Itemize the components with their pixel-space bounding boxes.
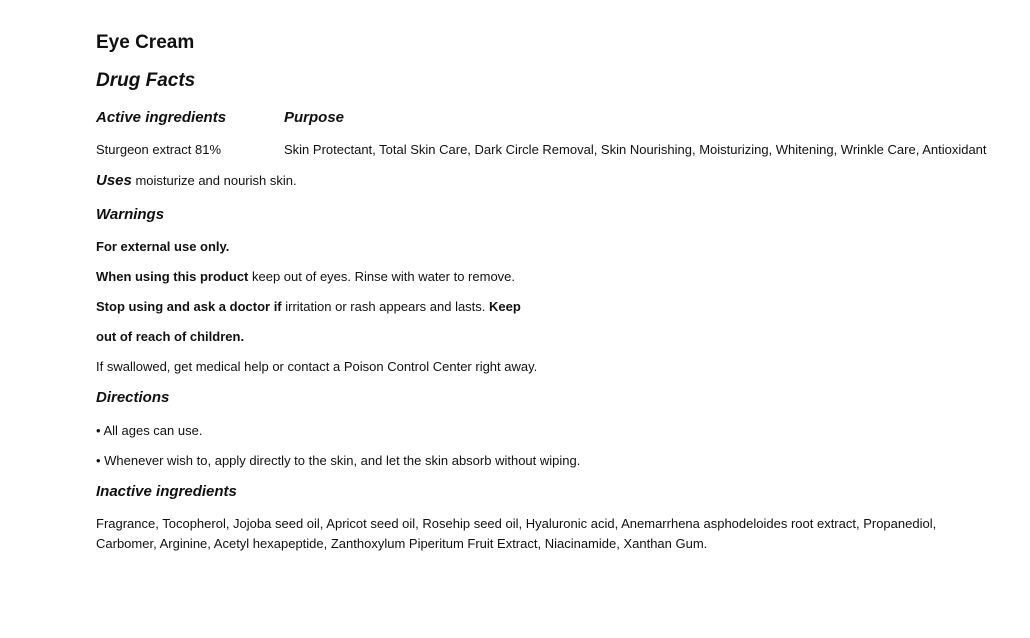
purpose-heading: Purpose [284, 109, 345, 126]
product-title: Eye Cream [96, 32, 195, 53]
active-ingredient-value: Sturgeon extract 81% [96, 142, 222, 157]
when-using-text: keep out of eyes. Rinse with water to remove. [248, 269, 516, 284]
stop-using-label: Stop using and ask a doctor if [96, 299, 282, 314]
keep-out-of-reach-line [96, 329, 244, 344]
stop-using-text: irritation or rash appears and lasts. [281, 299, 490, 314]
keep-label-part2: out of reach of children. [96, 329, 245, 344]
directions-heading: Directions [96, 389, 170, 406]
inactive-ingredients-text: Fragrance, Tocopherol, Jojoba seed oil, Apricot seed oil, Rosehip seed oil, Hyaluronic acid, Anemarrhena asphodeloides root extract, Propanediol, Carbomer, Arginine, Acetyl hexapeptide, Zanthoxylum Piperitum Fruit Extract, Niacinamide, Xanthan Gum. [96, 516, 937, 551]
direction-item: • Whenever wish to, apply directly to the skin, and let the skin absorb without wiping. [96, 453, 581, 468]
external-use-line [96, 239, 229, 254]
uses-label: Uses [96, 172, 132, 189]
purpose-value: Skin Protectant, Total Skin Care, Dark Circle Removal, Skin Nourishing, Moisturizing, Whitening, Wrinkle Care, Antioxidant [284, 142, 987, 157]
when-using-label: When using this product [96, 269, 249, 284]
drug-facts-heading: Drug Facts [96, 70, 196, 91]
inactive-ingredients-heading: Inactive ingredients [96, 483, 237, 500]
active-ingredients-heading: Active ingredients [96, 109, 227, 126]
direction-item: • All ages can use. [96, 423, 203, 438]
keep-label-part1: Keep [489, 299, 521, 314]
stop-using-line [96, 299, 521, 314]
if-swallowed-text: If swallowed, get medical help or contact a Poison Control Center right away. [96, 359, 538, 374]
uses-line [96, 172, 297, 189]
when-using-line [96, 269, 515, 284]
uses-text: moisturize and nourish skin. [131, 173, 297, 188]
external-use-text: For external use only. [96, 239, 230, 254]
warnings-heading: Warnings [96, 206, 165, 223]
